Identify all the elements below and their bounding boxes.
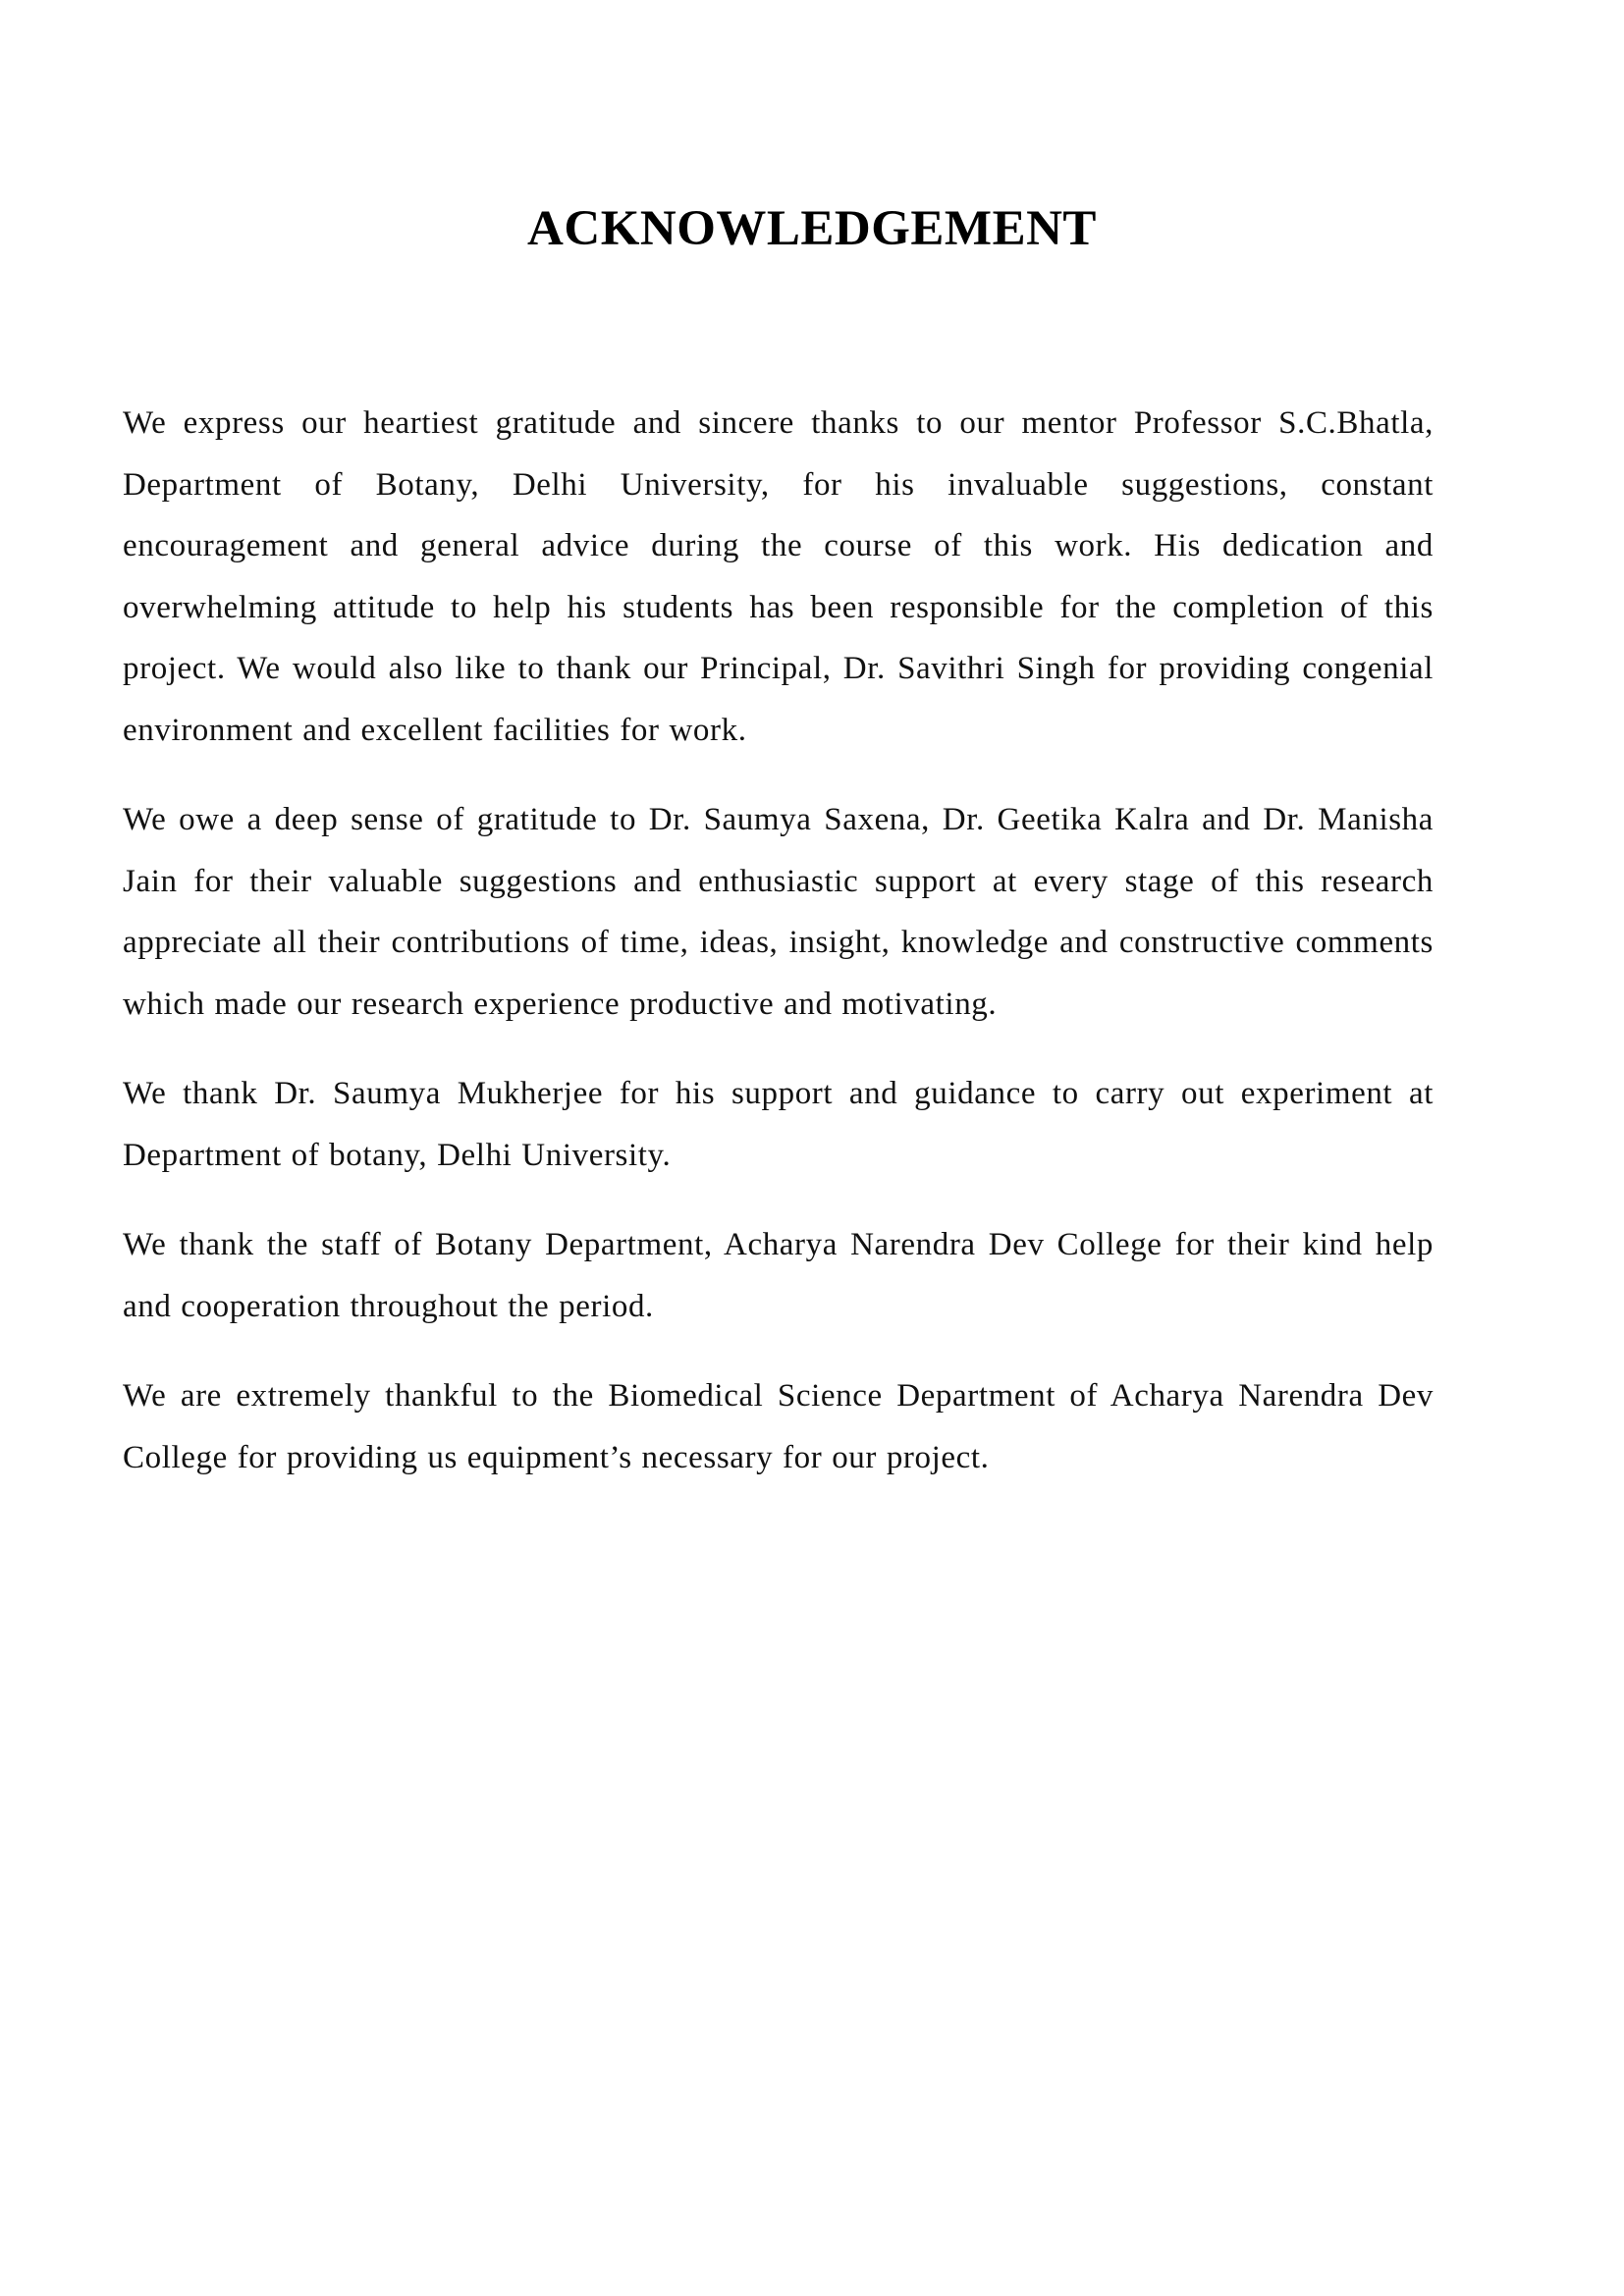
paragraph-biomedical-thanks: We are extremely thankful to the Biomedical Science Department of Acharya Narendra Dev College for providing us equipment’s necessary for our project. — [123, 1378, 1434, 1475]
paragraph-staff-thanks: We thank the staff of Botany Department, Acharya Narendra Dev College for their kind help and cooperation throughout the period. — [123, 1227, 1434, 1324]
acknowledgement-body — [123, 393, 1434, 1517]
paragraph-faculty-gratitude: We owe a deep sense of gratitude to Dr. Saumya Saxena, Dr. Geetika Kalra and Dr. Manisha Jain for their valuable suggestions and enthusiastic support at every stage of this research appreciate all their contributions of time, ideas, insight, knowledge and constructive comments which made our research experience productive and motivating. — [123, 802, 1434, 1022]
page-title: ACKNOWLEDGEMENT — [527, 201, 1097, 256]
paragraph-mentor-thanks: We express our heartiest gratitude and sincere thanks to our mentor Professor S.C.Bhatla, Department of Botany, Delhi University, for his invaluable suggestions, constant encouragement and general advice during the course of this work. His dedication and overwhelming attitude to help his students has been responsible for the completion of this project. We would also like to thank our Principal, Dr. Savithri Singh for providing congenial environment and excellent facilities for work. — [123, 405, 1434, 748]
paragraph-mukherjee-thanks: We thank Dr. Saumya Mukherjee for his support and guidance to carry out experiment at Department of botany, Delhi University. — [123, 1076, 1434, 1173]
